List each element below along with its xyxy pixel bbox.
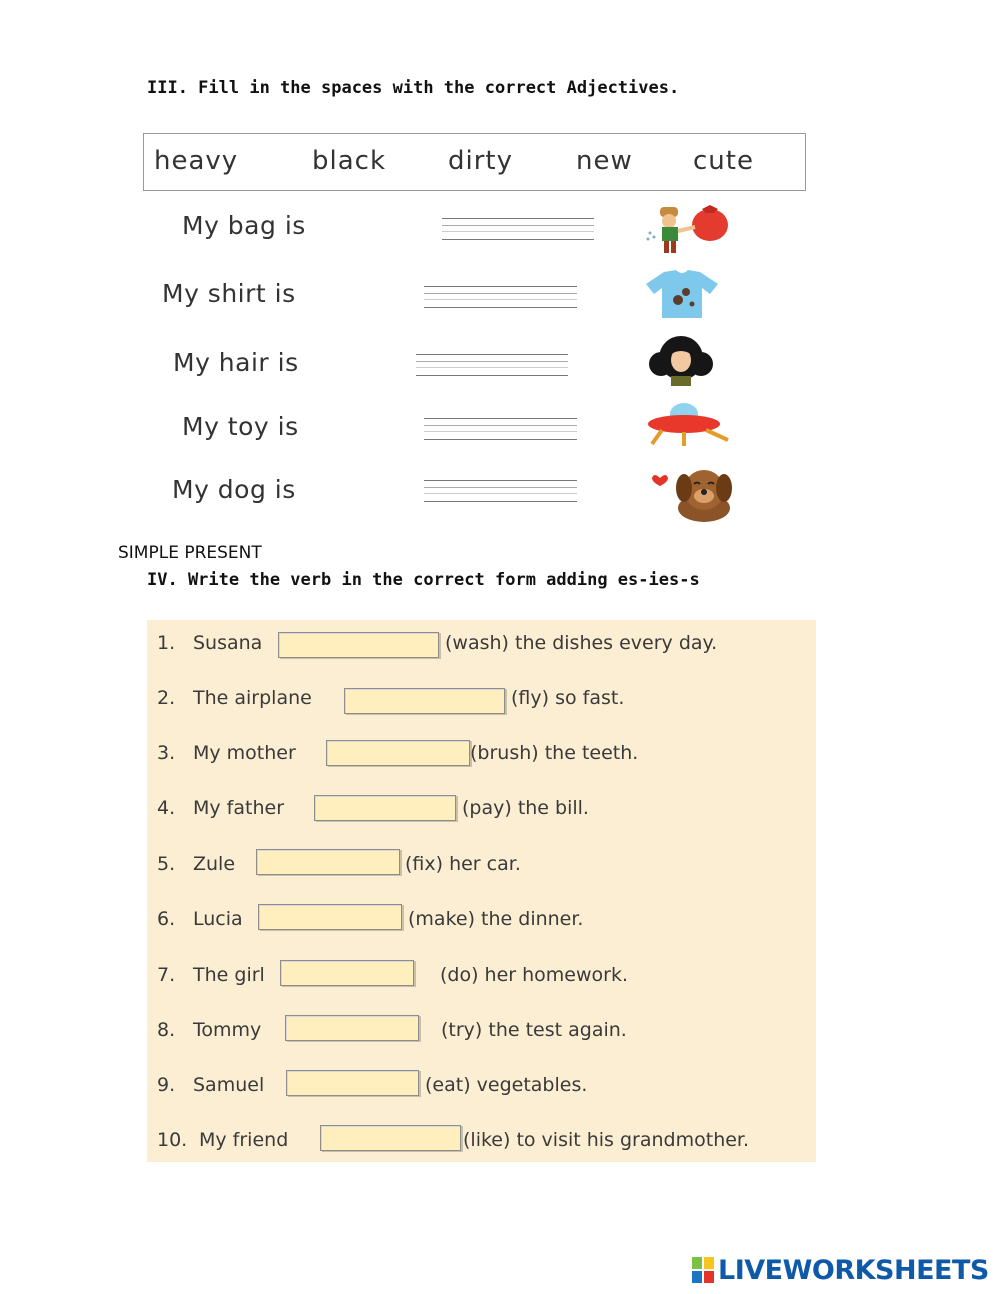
item-subject: Tommy xyxy=(193,1019,262,1041)
item-subject: My father xyxy=(193,797,285,819)
item-number: 8. xyxy=(157,1019,176,1041)
item-rest: (fly) so fast. xyxy=(511,687,625,709)
item-number: 7. xyxy=(157,964,176,986)
item-rest: (pay) the bill. xyxy=(462,797,589,819)
adjective-answer-blank[interactable] xyxy=(442,218,594,240)
black-hair-icon xyxy=(641,336,721,388)
section-4-heading: IV. Write the verb in the correct form adding es-ies-s xyxy=(147,570,700,590)
adjective-item-label: My hair is xyxy=(173,348,299,377)
verb-answer-box[interactable] xyxy=(258,904,402,930)
item-subject: Lucia xyxy=(193,908,243,930)
item-number: 3. xyxy=(157,742,176,764)
verb-answer-box[interactable] xyxy=(314,795,456,821)
item-number: 9. xyxy=(157,1074,176,1096)
section-3-heading: III. Fill in the spaces with the correct Adjectives. xyxy=(147,78,680,98)
item-subject: The airplane xyxy=(193,687,312,709)
word-bank-item: cute xyxy=(693,146,754,176)
item-rest: (eat) vegetables. xyxy=(425,1074,588,1096)
adjective-item-label: My toy is xyxy=(182,412,299,441)
word-bank-item: new xyxy=(576,146,633,176)
verb-answer-box[interactable] xyxy=(256,849,400,875)
toy-ufo-icon xyxy=(640,400,736,448)
heavy-bag-icon xyxy=(640,203,732,258)
verb-answer-box[interactable] xyxy=(320,1125,461,1151)
item-rest: (wash) the dishes every day. xyxy=(445,632,718,654)
cute-dog-icon xyxy=(648,464,746,524)
item-rest: (make) the dinner. xyxy=(408,908,584,930)
item-rest: (brush) the teeth. xyxy=(470,742,639,764)
adjective-answer-blank[interactable] xyxy=(424,286,577,308)
liveworksheets-logo-text: LIVEWORKSHEETS xyxy=(718,1254,989,1286)
liveworksheets-logo-icon xyxy=(692,1257,714,1283)
verb-answer-box[interactable] xyxy=(285,1015,419,1041)
item-subject: Zule xyxy=(193,853,236,875)
item-subject: The girl xyxy=(193,964,265,986)
item-subject: Susana xyxy=(193,632,263,654)
item-number: 1. xyxy=(157,632,176,654)
item-subject: My friend xyxy=(199,1129,289,1151)
item-rest: (like) to visit his grandmother. xyxy=(463,1129,750,1151)
word-bank-item: dirty xyxy=(448,146,513,176)
item-subject: My mother xyxy=(193,742,296,764)
item-rest: (do) her homework. xyxy=(440,964,629,986)
verb-answer-box[interactable] xyxy=(286,1070,419,1096)
adjective-answer-blank[interactable] xyxy=(424,418,577,440)
verb-answer-box[interactable] xyxy=(326,740,470,766)
item-subject: Samuel xyxy=(193,1074,265,1096)
item-number: 6. xyxy=(157,908,176,930)
adjective-item-label: My shirt is xyxy=(162,279,296,308)
item-number: 4. xyxy=(157,797,176,819)
item-number: 2. xyxy=(157,687,176,709)
adjective-item-label: My bag is xyxy=(182,211,306,240)
word-bank xyxy=(143,133,806,191)
adjective-answer-blank[interactable] xyxy=(424,480,577,502)
liveworksheets-logo xyxy=(692,1254,989,1286)
word-bank-item: heavy xyxy=(154,146,239,176)
verb-exercise-panel xyxy=(147,620,816,1162)
word-bank-item: black xyxy=(312,146,387,176)
adjective-item-label: My dog is xyxy=(172,475,296,504)
verb-answer-box[interactable] xyxy=(344,688,505,714)
item-rest: (try) the test again. xyxy=(441,1019,627,1041)
verb-answer-box[interactable] xyxy=(280,960,414,986)
item-rest: (fix) her car. xyxy=(405,853,521,875)
verb-answer-box[interactable] xyxy=(278,632,439,658)
simple-present-title: SIMPLE PRESENT xyxy=(118,543,262,563)
dirty-shirt-icon xyxy=(642,268,722,320)
adjective-answer-blank[interactable] xyxy=(416,354,568,376)
item-number: 10. xyxy=(157,1129,188,1151)
item-number: 5. xyxy=(157,853,176,875)
